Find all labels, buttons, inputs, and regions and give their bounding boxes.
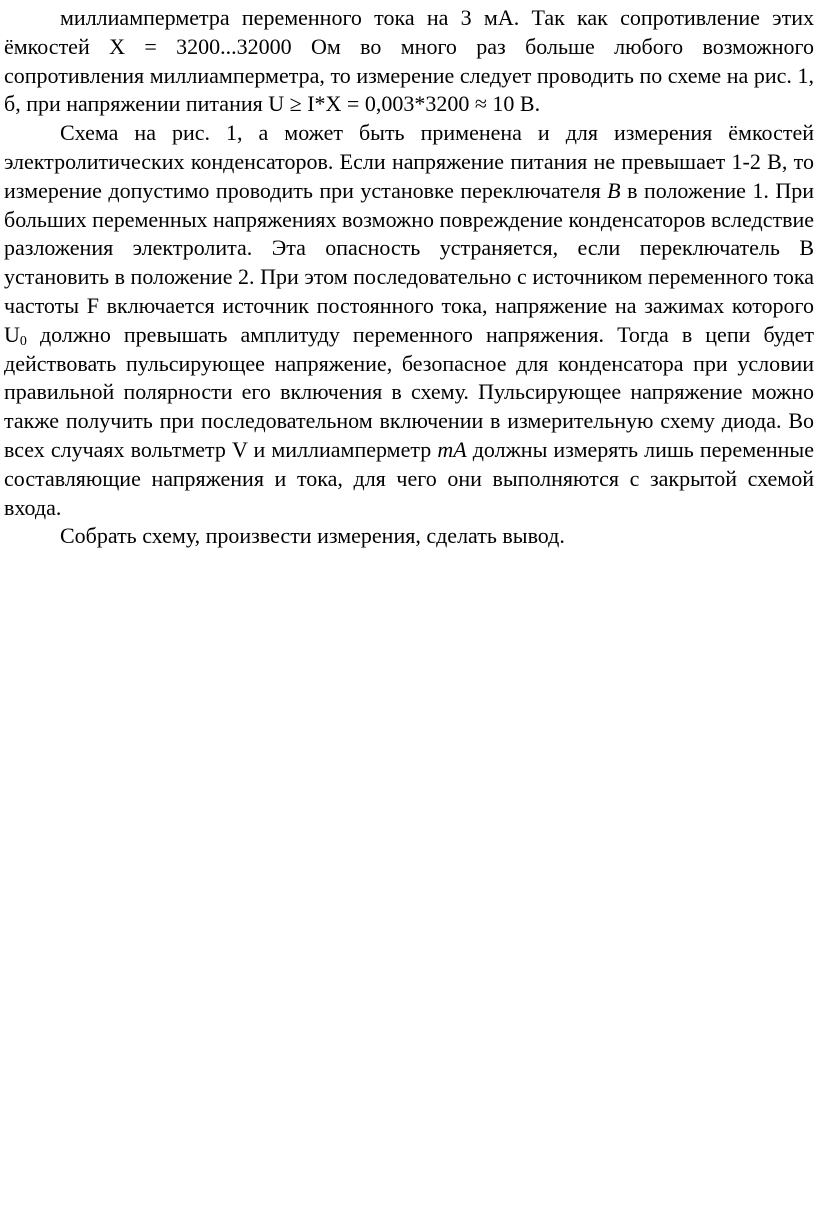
paragraph-3-text: Собрать схему, произвести измерения, сделать вывод. [60, 523, 565, 549]
paragraph-task-instruction [4, 522, 814, 551]
voltage-symbol-letter: U [4, 321, 20, 347]
paragraph-1-text: миллиамперметра переменного тока на 3 мА. Так как сопротивление этих ёмкостей X = 3200...32000 Ом во много раз больше любого возможного сопротивления миллиамперметра, то измерение следует проводить по схеме на рис. 1, б, при напряжении питания U ≥ I*X = 0,003*3200 ≈ 10 В. [4, 5, 814, 117]
switch-symbol: B [607, 177, 621, 203]
paragraph-2-part-4: должны измерять лишь переменные составляющие напряжения и тока, для чего они выполняются с закрытой схемой входа. [4, 436, 814, 520]
milliammeter-symbol: mA [437, 436, 467, 462]
paragraph-2-part-2: в положение 1. При больших переменных напряжениях возможно повреждение конденсаторов вследствие разложения электролита. Эта опасность устраняется, если переключатель В установить в положение 2. При этом последовательно с источником переменного тока частоты F включается источник постоянного тока, напряжение на зажимах которого [4, 177, 814, 318]
voltage-subscript: 0 [19, 333, 27, 349]
voltage-symbol [4, 322, 27, 347]
paragraph-electrolytic-capacitors [4, 119, 814, 522]
paragraph-2-part-1: Схема на рис. 1, а может быть применена и для измерения ёмкостей электролитических конденсаторов. Если напряжение питания не превышает 1-2 В, то измерение допустимо проводить при установке переключателя [4, 120, 814, 203]
paragraph-capacitance-measurement [4, 4, 814, 119]
paragraph-2-part-3: должно превышать амплитуду переменного напряжения. Тогда в цепи будет действовать пульсирующее напряжение, безопасное для конденсатора при условии правильной полярности его включения в схему. Пульсирующее напряжение можно также получить при последовательном включении в измерительную схему диода. Во всех случаях вольтметр V и миллиамперметр [4, 321, 814, 462]
